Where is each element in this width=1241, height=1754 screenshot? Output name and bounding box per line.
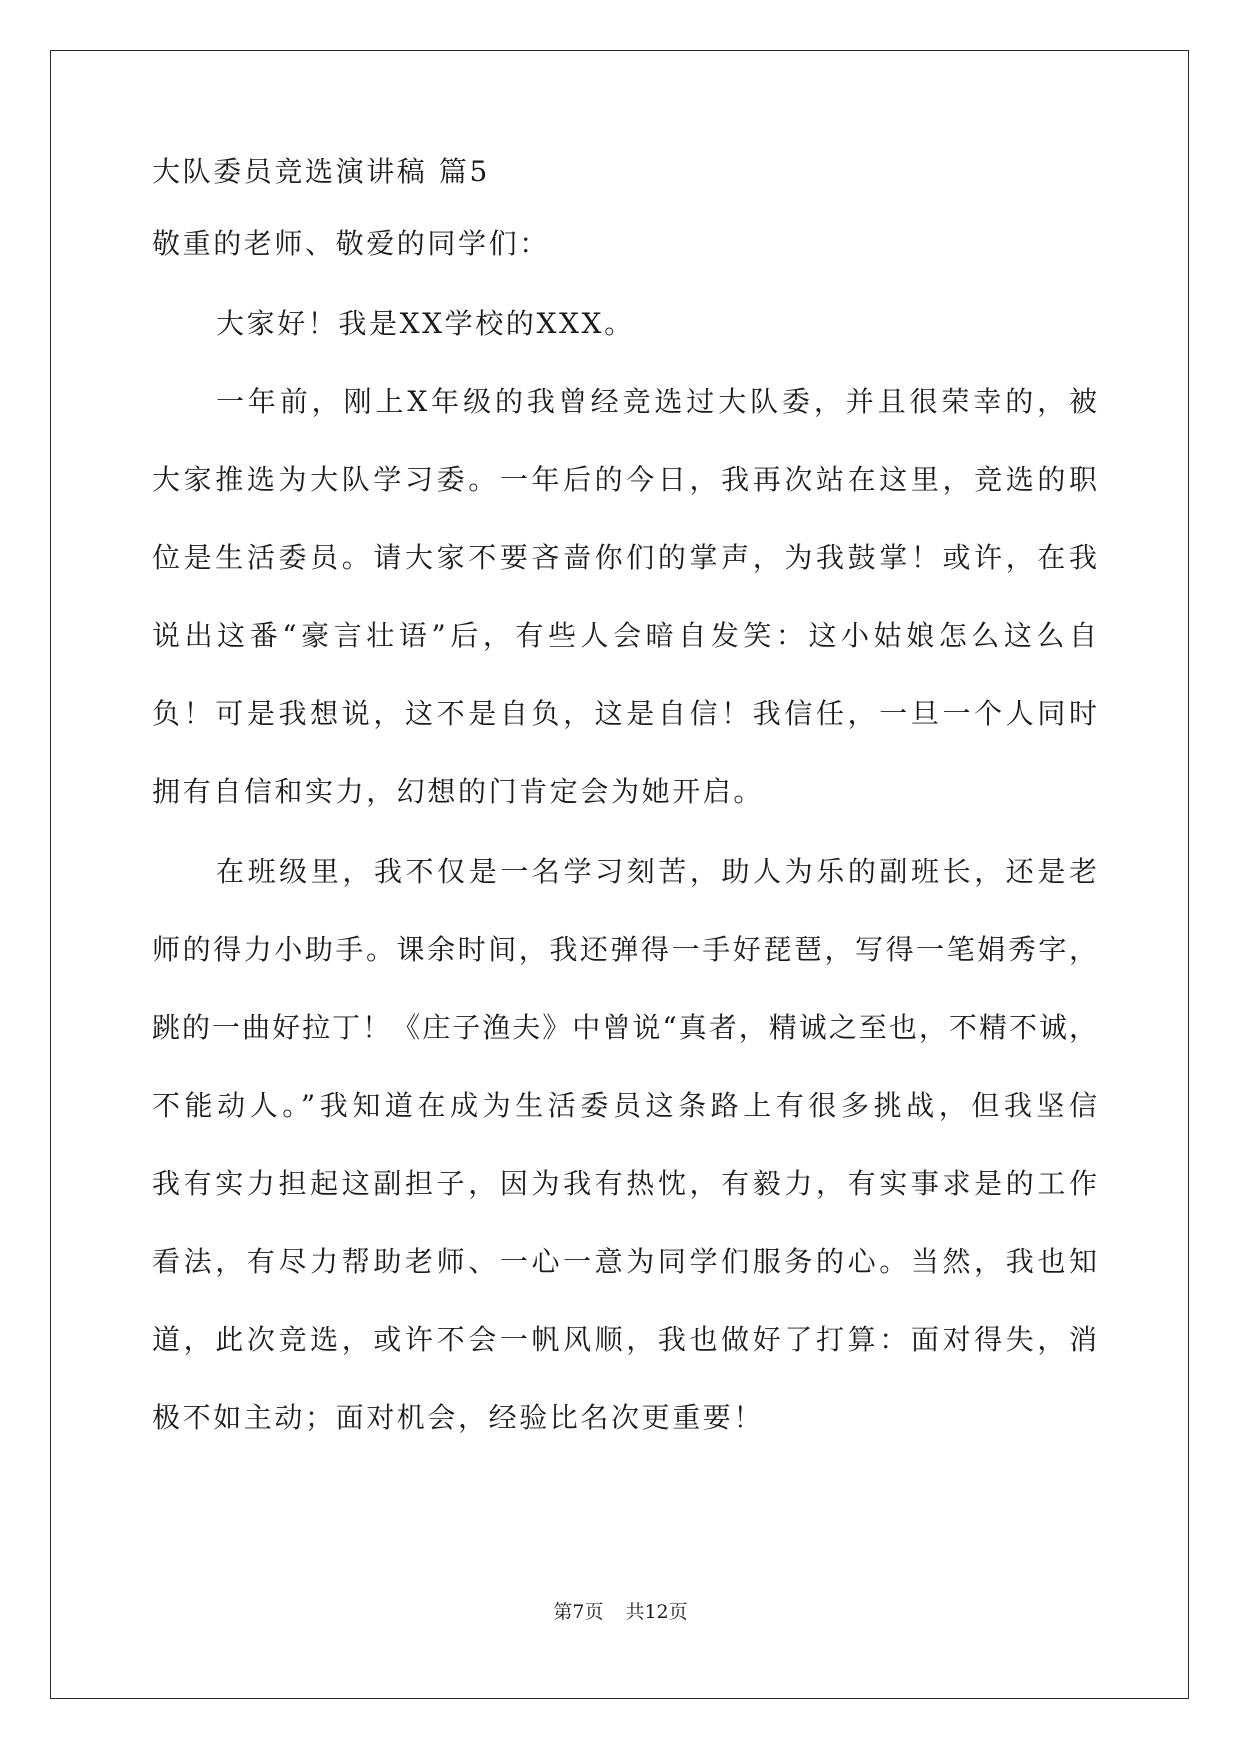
paragraph-line: 在班级里，我不仅是一名学习刻苦，助人为乐的副班长，还是老 <box>216 855 1097 888</box>
page-total: 共12页 <box>625 1601 688 1623</box>
paragraph-line: 看法，有尽力帮助老师、一心一意为同学们服务的心。当然，我也知 <box>152 1245 1097 1278</box>
paragraph-line: 不能动人。”我知道在成为生活委员这条路上有很多挑战，但我坚信 <box>152 1089 1097 1122</box>
paragraph-line: 位是生活委员。请大家不要吝啬你们的掌声，为我鼓掌！或许，在我 <box>152 541 1097 574</box>
paragraph-line: 极不如主动；面对机会，经验比名次更重要！ <box>152 1401 765 1434</box>
salutation: 敬重的老师、敬爱的同学们： <box>152 227 550 260</box>
paragraph-line: 师的得力小助手。课余时间，我还弹得一手好琵琶，写得一笔娟秀字， <box>152 933 1097 966</box>
paragraph-line: 道，此次竞选，或许不会一帆风顺，我也做好了打算：面对得失，消 <box>152 1323 1097 1356</box>
page-footer <box>0 1600 1241 1624</box>
paragraph-line: 我有实力担起这副担子，因为我有热忱，有毅力，有实事求是的工作 <box>152 1167 1097 1200</box>
paragraph-line: 拥有自信和实力，幻想的门肯定会为她开启。 <box>152 775 765 808</box>
paragraph-line: 大家推选为大队学习委。一年后的今日，我再次站在这里，竞选的职 <box>152 463 1097 496</box>
paragraph-line: 说出这番“豪言壮语”后，有些人会暗自发笑：这小姑娘怎么这么自 <box>152 619 1097 652</box>
paragraph-line: 大家好！我是XX学校的XXX。 <box>216 307 635 340</box>
document-title: 大队委员竞选演讲稿 篇5 <box>152 155 490 188</box>
paragraph-line: 负！可是我想说，这不是自负，这是自信！我信任，一旦一个人同时 <box>152 697 1097 730</box>
page-number: 第7页 <box>553 1601 604 1623</box>
paragraph-line: 跳的一曲好拉丁！《庄子渔夫》中曾说“真者，精诚之至也，不精不诚， <box>152 1011 1097 1044</box>
paragraph-line: 一年前，刚上X年级的我曾经竞选过大队委，并且很荣幸的，被 <box>216 385 1097 418</box>
